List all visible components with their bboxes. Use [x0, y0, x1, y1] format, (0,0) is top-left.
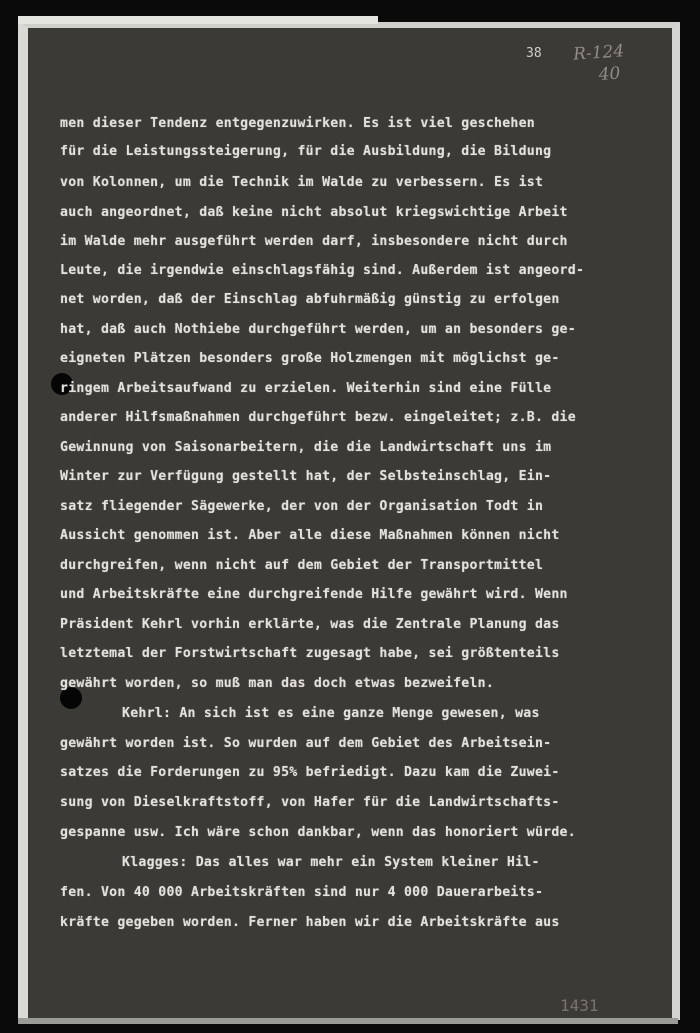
text-line: auch angeordnet, daß keine nicht absolut kriegswichtige Arbeit: [60, 205, 568, 220]
archive-mark-line-1: R-124: [572, 41, 625, 65]
text-line: net worden, daß der Einschlag abfuhrmäßig günstig zu erfolgen: [60, 292, 560, 307]
text-line: men dieser Tendenz entgegenzuwirken. Es ist viel geschehen: [60, 116, 535, 131]
text-line: Leute, die irgendwie einschlagsfähig sind. Außerdem ist angeord-: [60, 263, 585, 278]
speaker-line: Kehrl: An sich ist es eine ganze Menge gewesen, was: [122, 706, 540, 721]
text-line: Aussicht genommen ist. Aber alle diese Maßnahmen können nicht: [60, 528, 560, 543]
text-line: fen. Von 40 000 Arbeitskräften sind nur 4 000 Dauerarbeits-: [60, 885, 544, 900]
text-line: für die Leistungssteigerung, für die Ausbildung, die Bildung: [60, 144, 552, 159]
text-line: Gewinnung von Saisonarbeitern, die die Landwirtschaft uns im: [60, 440, 552, 455]
text-line: sung von Dieselkraftstoff, von Hafer für die Landwirtschafts-: [60, 795, 560, 810]
text-line: im Walde mehr ausgeführt werden darf, insbesondere nicht durch: [60, 234, 568, 249]
text-line: ringem Arbeitsaufwand zu erzielen. Weiterhin sind eine Fülle: [60, 381, 552, 396]
text-line: Winter zur Verfügung gestellt hat, der Selbsteinschlag, Ein-: [60, 469, 552, 484]
text-line: hat, daß auch Nothiebe durchgeführt werden, um an besonders ge-: [60, 322, 576, 337]
text-line: gespanne usw. Ich wäre schon dankbar, wenn das honoriert würde.: [60, 825, 576, 840]
text-line: satz fliegender Sägewerke, der von der Organisation Todt in: [60, 499, 544, 514]
archive-mark: [573, 40, 627, 87]
paper-edge-top: [18, 16, 378, 24]
text-line: gewährt worden, so muß man das doch etwas bezweifeln.: [60, 676, 495, 691]
text-line: gewährt worden ist. So wurden auf dem Gebiet des Arbeitsein-: [60, 736, 552, 751]
footer-archive-number: 1431: [560, 996, 599, 1015]
document-page: [18, 22, 680, 1020]
text-line: durchgreifen, wenn nicht auf dem Gebiet der Transportmittel: [60, 558, 544, 573]
text-line: eigneten Plätzen besonders große Holzmengen mit möglichst ge-: [60, 351, 560, 366]
paper-edge-bottom: [18, 1018, 678, 1024]
text-line: letztemal der Forstwirtschaft zugesagt habe, sei größtenteils: [60, 646, 560, 661]
text-line: von Kolonnen, um die Technik im Walde zu verbessern. Es ist: [60, 175, 544, 190]
text-line: kräfte gegeben worden. Ferner haben wir die Arbeitskräfte aus: [60, 915, 560, 930]
text-line: anderer Hilfsmaßnahmen durchgeführt bezw. eingeleitet; z.B. die: [60, 410, 576, 425]
text-line: Präsident Kehrl vorhin erklärte, was die Zentrale Planung das: [60, 617, 560, 632]
page-number: 38: [526, 46, 542, 61]
archive-mark-line-2: 40: [598, 63, 622, 86]
speaker-line: Klagges: Das alles war mehr ein System kleiner Hil-: [122, 855, 540, 870]
text-line: und Arbeitskräfte eine durchgreifende Hilfe gewährt wird. Wenn: [60, 587, 568, 602]
text-line: satzes die Forderungen zu 95% befriedigt. Dazu kam die Zuwei-: [60, 765, 560, 780]
